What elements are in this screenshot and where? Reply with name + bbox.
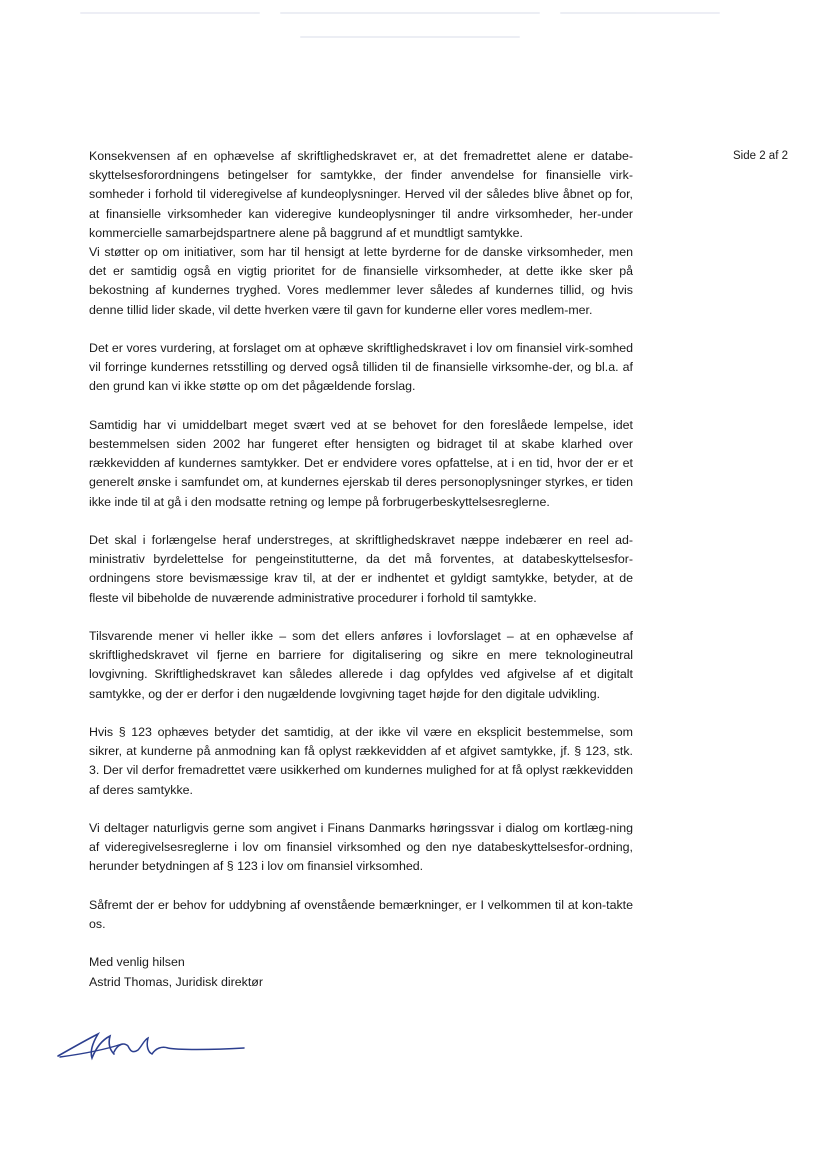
page-number: Side 2 af 2 xyxy=(733,150,788,162)
paragraph-4: Samtidig har vi umiddelbart meget svært ved at se behovet for den foreslåede lempelse, idet bestemmelsen siden 2002 har fungeret efter hensigten og bidraget til at skabe klarhed over rækkevidden af kundernes samtykker. Det er endvidere vores opfattelse, at i en tid, hvor der er et generelt ønske i samfundet om, at kundernes ejerskab til deres personoplysninger styrkes, er tiden ikke inde til at gå i den modsatte retning og lempe på forbrugerbeskyttelsesreglerne. xyxy=(89,417,633,509)
paragraph-2: Vi støtter op om initiativer, som har til hensigt at lette byrderne for de danske virksomheder, men det er samtidig også en vigtig prioritet for de finansielle virksomheder, at dette ikke sker på bekostning af kundernes tryghed. Vores medlemmer lever således af kundernes tillid, og hvis denne tillid lider skade, vil dette hverken være til gavn for kunderne eller vores medlem-mer. xyxy=(89,245,633,317)
paragraph-6: Tilsvarende mener vi heller ikke – som det ellers anføres i lovforslaget – at en ophævelse af skriftlighedskravet vil fjerne en barriere for digitalisering og sikre en mere teknologineutral lovgivning. Skriftlighedskravet kan således allerede i dag opfyldes ved afgivelse af et digitalt samtykke, og der er derfor i den nugældende lovgivning taget højde for den digitale udvikling. xyxy=(89,629,633,701)
paragraph-5: Det skal i forlængelse heraf understreges, at skriftlighedskravet næppe indebærer en reel ad-ministrativ byrdelettelse for pengeinstitutterne, da det må forventes, at databeskyttelsesfor-ordningens store bevismæssige krav til, at der er indhentet et gyldigt samtykke, betyder, at de fleste vil bibeholde de nuværende administrative procedurer i forhold til samtykke. xyxy=(89,533,633,605)
faded-letterhead xyxy=(60,6,760,46)
paragraph-9: Såfremt der er behov for uddybning af ovenstående bemærkninger, er I velkommen til at kon-takte os. xyxy=(89,897,633,932)
letter-body xyxy=(89,147,633,992)
closing-greeting: Med venlig hilsen xyxy=(89,955,185,970)
handwritten-signature xyxy=(52,1026,252,1066)
paragraph-3: Det er vores vurdering, at forslaget om at ophæve skriftlighedskravet i lov om finansiel virk-somhed vil forringe kundernes retsstilling og derved også tilliden til de finansielle virksomhe-der, og bl.a. af den grund kan vi ikke støtte op om det pågældende forslag. xyxy=(89,341,633,394)
paragraph-7: Hvis § 123 ophæves betyder det samtidig, at der ikke vil være en eksplicit bestemmelse, som sikrer, at kunderne på anmodning kan få oplyst rækkevidden af et afgivet samtykke, jf. § 123, stk. 3. Der vil derfor fremadrettet være usikkerhed om kundernes mulighed for at få oplyst rækkevidden af deres samtykke. xyxy=(89,725,633,797)
paragraph-1: Konsekvensen af en ophævelse af skriftlighedskravet er, at det fremadrettet alene er databe-skyttelsesforordningens betingelser for samtykke, der finder anvendelse for finansielle virk-somheder i forhold til videregivelse af kundeoplysninger. Herved vil der således blive åbnet op for, at finansielle virksomheder kan videregive kundeoplysninger til andre virksomheder, her-under kommercielle samarbejdspartnere alene på baggrund af et mundtligt samtykke. xyxy=(89,149,633,240)
signatory-name: Astrid Thomas, Juridisk direktør xyxy=(89,974,263,989)
paragraph-8: Vi deltager naturligvis gerne som angivet i Finans Danmarks høringssvar i dialog om kortlæg-ning af videregivelsesreglerne i lov om finansiel virksomhed og den nye databeskyttelsesfor-ordning, herunder betydningen af § 123 i lov om finansiel virksomhed. xyxy=(89,821,633,874)
